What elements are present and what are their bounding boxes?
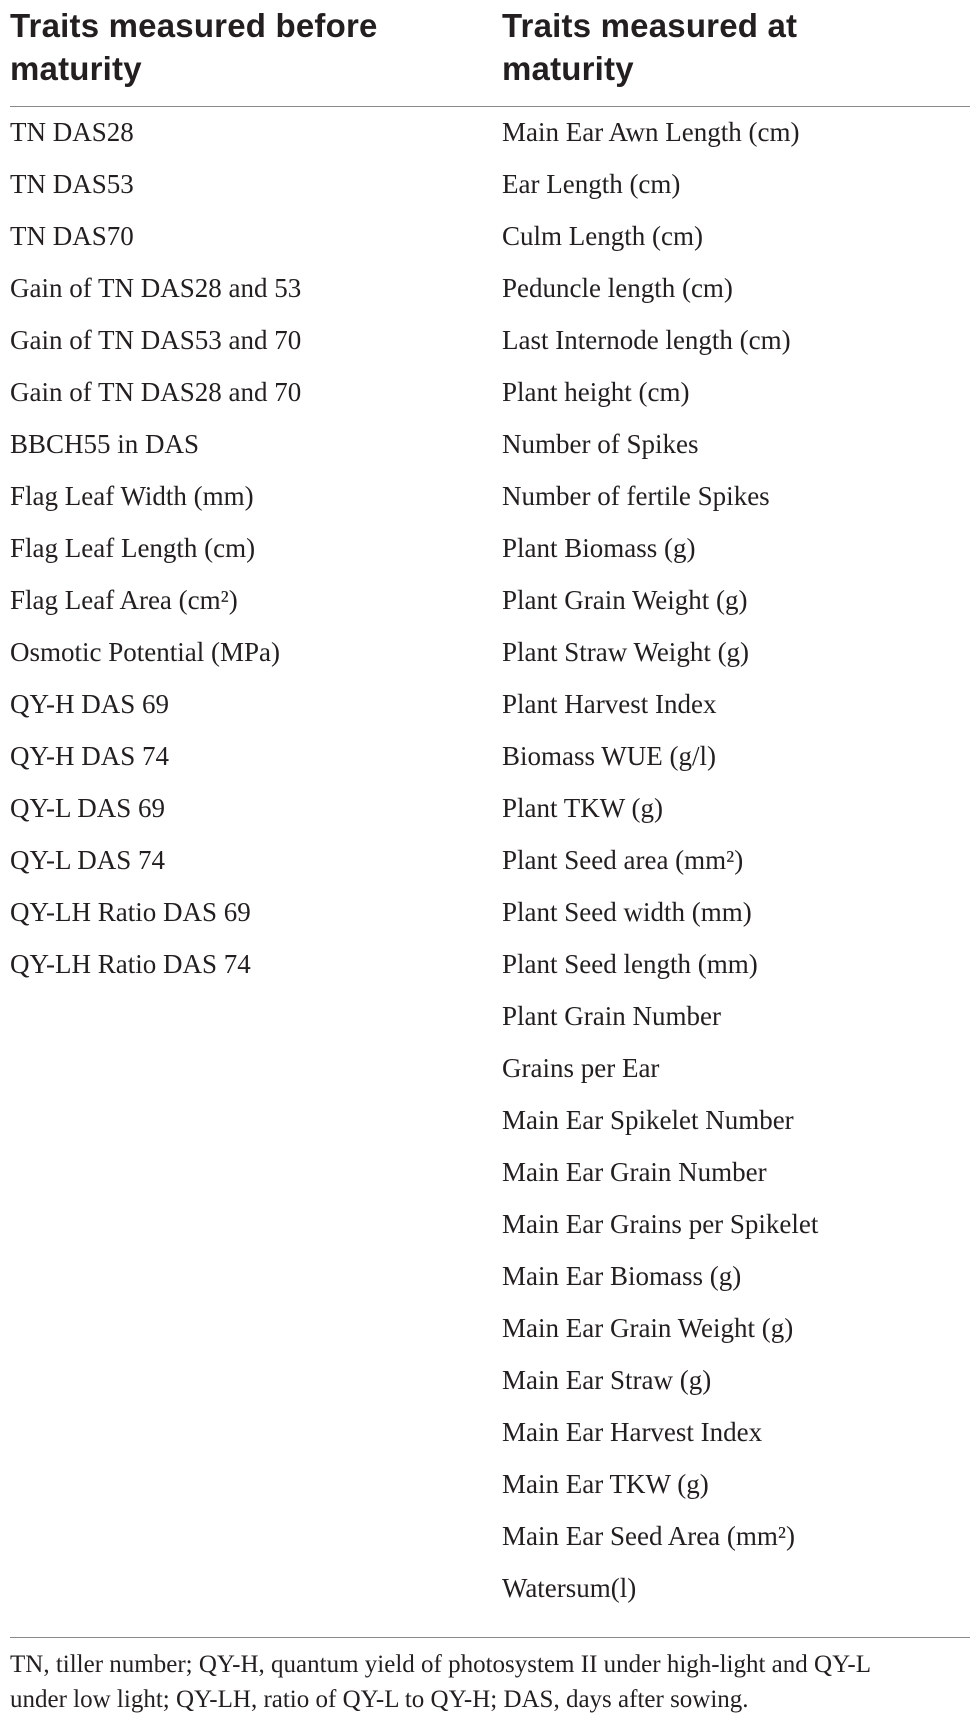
table-cell: Main Ear Seed Area (mm²): [502, 1521, 795, 1551]
table-cell: Main Ear Harvest Index: [502, 1417, 763, 1447]
table-cell: Plant Seed area (mm²): [502, 845, 744, 875]
footnote-line2: under low light; QY-LH, ratio of QY-L to QY-H; DAS, days after sowing.: [10, 1686, 749, 1713]
table-cell: Plant Straw Weight (g): [502, 637, 750, 667]
table-cell: QY-LH Ratio DAS 74: [10, 949, 251, 979]
table-cell: Osmotic Potential (MPa): [10, 637, 280, 667]
table-cell: Main Ear Spikelet Number: [502, 1105, 794, 1135]
table-cell: Watersum(l): [502, 1573, 637, 1603]
traits-table: [10, 0, 970, 1603]
table-cell: Plant Seed width (mm): [502, 897, 752, 927]
table-cell: TN DAS53: [10, 169, 134, 199]
table-cell: Main Ear Grain Number: [502, 1157, 767, 1187]
column-at-maturity: [502, 106, 962, 1614]
table-cell: Number of Spikes: [502, 429, 699, 459]
table-cell: Gain of TN DAS53 and 70: [10, 325, 302, 355]
table-cell: QY-L DAS 69: [10, 793, 165, 823]
table-cell: TN DAS70: [10, 221, 134, 251]
table-cell: Ear Length (cm): [502, 169, 681, 199]
table-cell: BBCH55 in DAS: [10, 429, 200, 459]
header-at-line1: Traits measured at: [502, 7, 798, 44]
header-at-maturity: [502, 4, 962, 90]
table-cell: QY-LH Ratio DAS 69: [10, 897, 251, 927]
table-cell: Peduncle length (cm): [502, 273, 733, 303]
table-cell: Main Ear Biomass (g): [502, 1261, 742, 1291]
table-cell: Flag Leaf Length (cm): [10, 533, 256, 563]
footer-divider: [10, 1637, 970, 1638]
table-cell: QY-H DAS 69: [10, 689, 170, 719]
table-footnote: [10, 1647, 960, 1717]
table-cell: QY-H DAS 74: [10, 741, 170, 771]
header-before-maturity: [10, 4, 490, 90]
table-cell: Main Ear Grain Weight (g): [502, 1313, 794, 1343]
table-cell: Gain of TN DAS28 and 70: [10, 377, 302, 407]
table-cell: Flag Leaf Width (mm): [10, 481, 254, 511]
table-header: [10, 0, 970, 106]
table-cell: Gain of TN DAS28 and 53: [10, 273, 302, 303]
table-cell: Plant height (cm): [502, 377, 690, 407]
table-cell: Main Ear Awn Length (cm): [502, 117, 800, 147]
table-cell: Plant Seed length (mm): [502, 949, 758, 979]
table-cell: Grains per Ear: [502, 1053, 660, 1083]
table-cell: Plant Biomass (g): [502, 533, 696, 563]
table-cell: Main Ear Grains per Spikelet: [502, 1209, 819, 1239]
table-cell: QY-L DAS 74: [10, 845, 165, 875]
table-cell: Plant Harvest Index: [502, 689, 717, 719]
table-cell: Plant TKW (g): [502, 793, 663, 823]
table-cell: Last Internode length (cm): [502, 325, 791, 355]
table-cell: Main Ear TKW (g): [502, 1469, 709, 1499]
column-before-maturity: [10, 106, 490, 990]
table-cell: Number of fertile Spikes: [502, 481, 770, 511]
table-body: [10, 106, 970, 1636]
table-cell: Culm Length (cm): [502, 221, 703, 251]
header-at-line2: maturity: [502, 50, 634, 87]
table-cell: Plant Grain Weight (g): [502, 585, 748, 615]
footnote-line1: TN, tiller number; QY-H, quantum yield of photosystem II under high-light and QY-L: [10, 1651, 871, 1678]
table-cell: Flag Leaf Area (cm²): [10, 585, 238, 615]
table-cell: Main Ear Straw (g): [502, 1365, 712, 1395]
table-cell: Biomass WUE (g/l): [502, 741, 716, 771]
header-before-line2: maturity: [10, 50, 142, 87]
table-cell: Plant Grain Number: [502, 1001, 721, 1031]
header-before-line1: Traits measured before: [10, 7, 378, 44]
table-cell: TN DAS28: [10, 117, 134, 147]
